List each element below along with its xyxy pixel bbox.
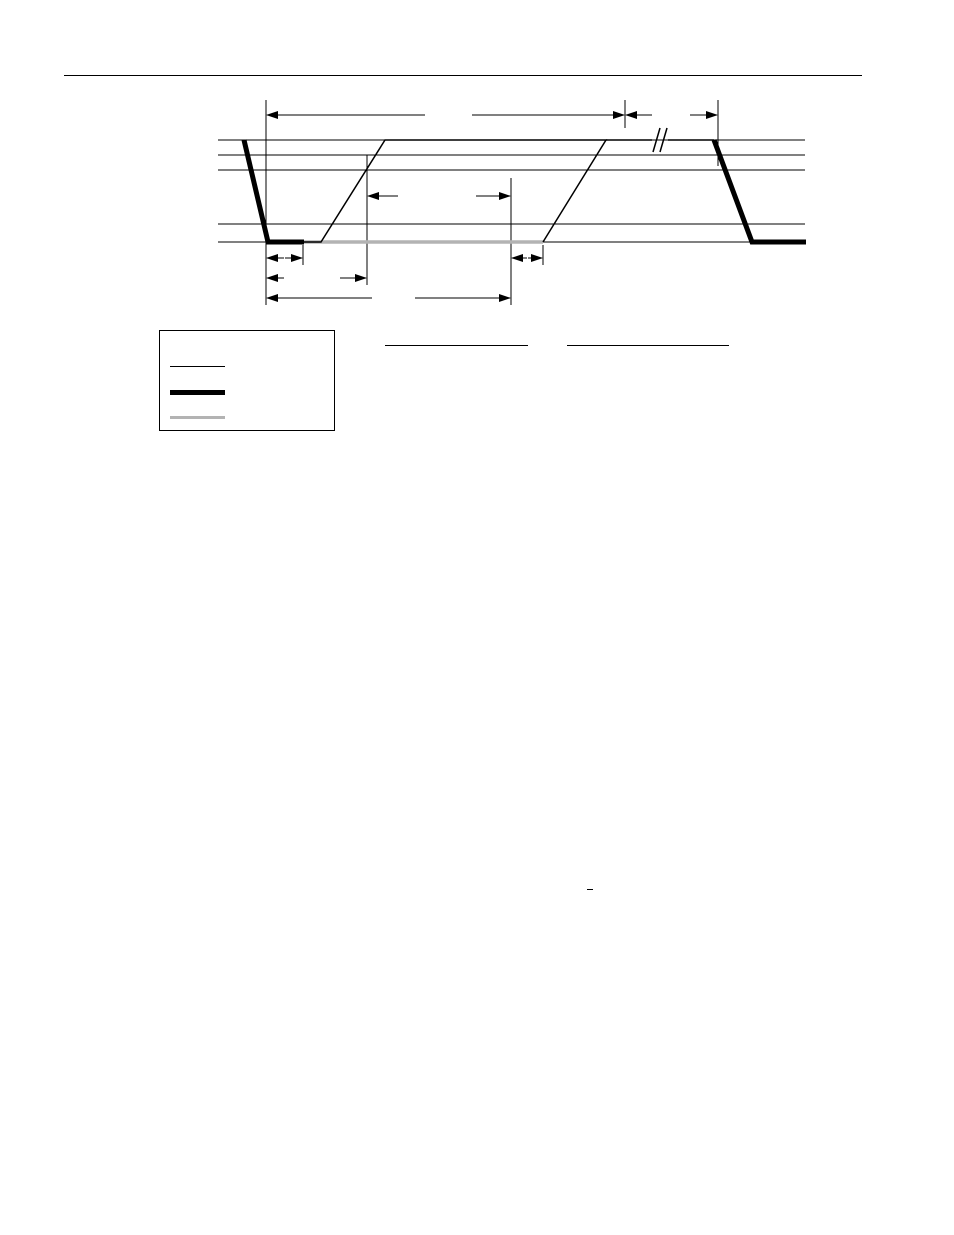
timing-diagram: [0, 0, 954, 320]
legend-swatch-thick-line: [170, 390, 225, 395]
legend-box: [159, 330, 335, 431]
table-column-rule-2: [567, 345, 729, 346]
timing-markers: [266, 100, 718, 305]
dimension-arrows: [267, 115, 717, 298]
legend-swatch-thin-line: [170, 366, 225, 367]
overbar-mark: [587, 889, 593, 890]
legend-swatch-gray-line: [170, 416, 225, 419]
table-column-rule-1: [385, 345, 528, 346]
